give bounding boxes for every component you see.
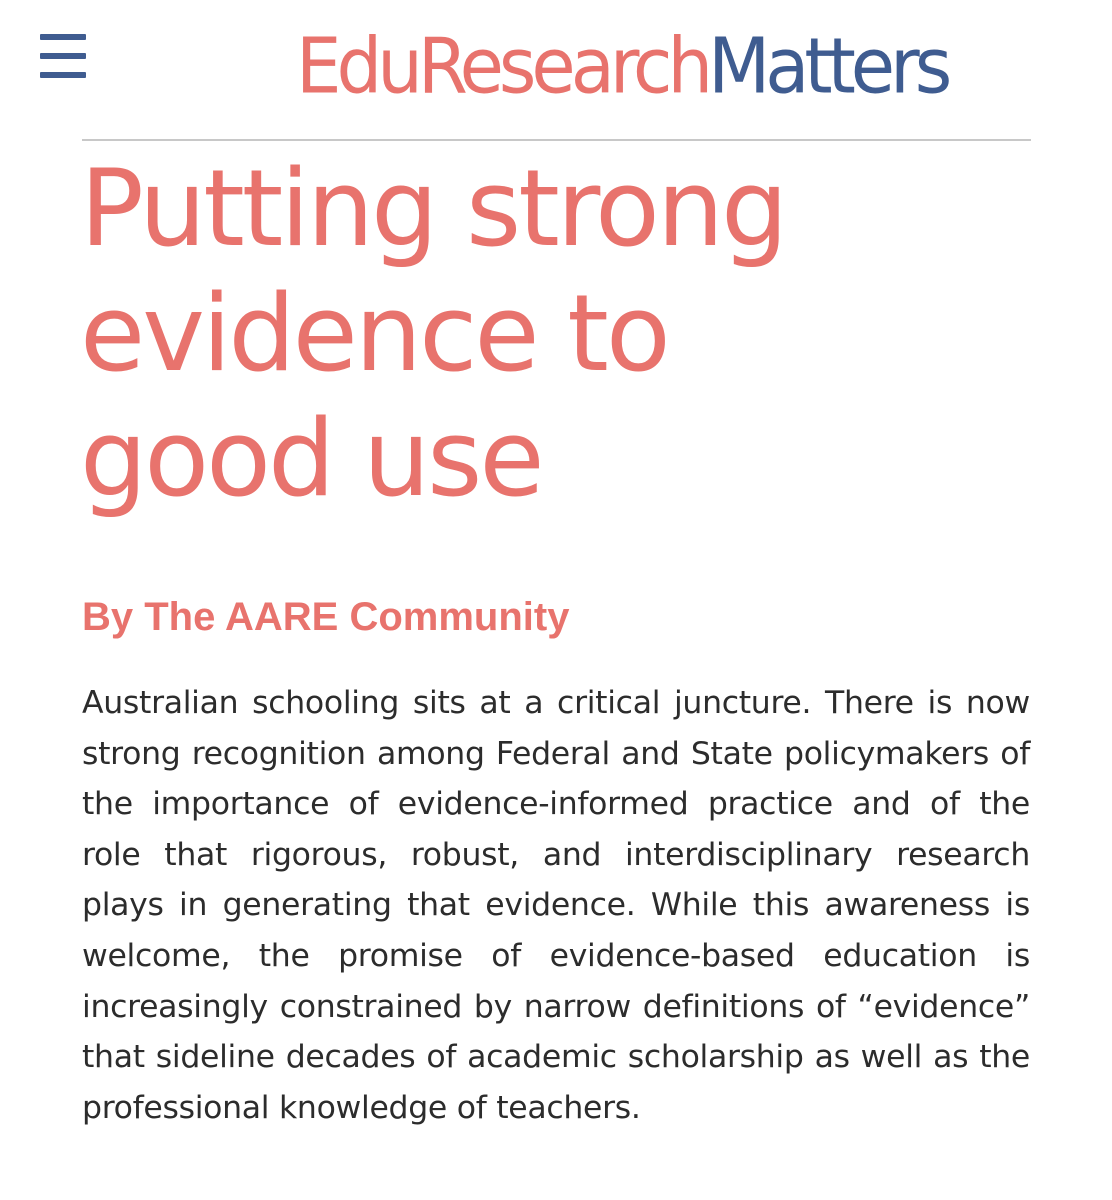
article-body-paragraph: Australian schooling sits at a critical juncture. There is now strong recognition among Federal and State policymakers of the importance of evidence-informed practice and of the role that rigorous, robust, and interdisciplinary research plays in generating that evidence. While this awareness is welcome, the promise of evidence-based education is increasingly constrained by narrow definitions of “evidence” that sideline decades of academic scholarship as well as the professional knowledge of teachers. <box>82 685 1030 1126</box>
article-title-line: evidence to <box>80 272 668 395</box>
article-title-line: good use <box>80 397 542 520</box>
article-byline[interactable]: By The AARE Community <box>82 595 570 639</box>
header-divider <box>82 139 1031 141</box>
article-title-line: Putting strong <box>80 147 786 270</box>
logo-text-matters: Matters <box>708 21 948 111</box>
hamburger-menu-icon[interactable] <box>40 34 86 78</box>
menu-bar <box>40 34 86 40</box>
logo-text-eduresearch: EduResearch <box>296 21 709 111</box>
menu-bar <box>40 72 86 78</box>
site-logo[interactable] <box>296 17 947 115</box>
menu-bar <box>40 53 86 59</box>
article-title <box>80 146 1040 521</box>
